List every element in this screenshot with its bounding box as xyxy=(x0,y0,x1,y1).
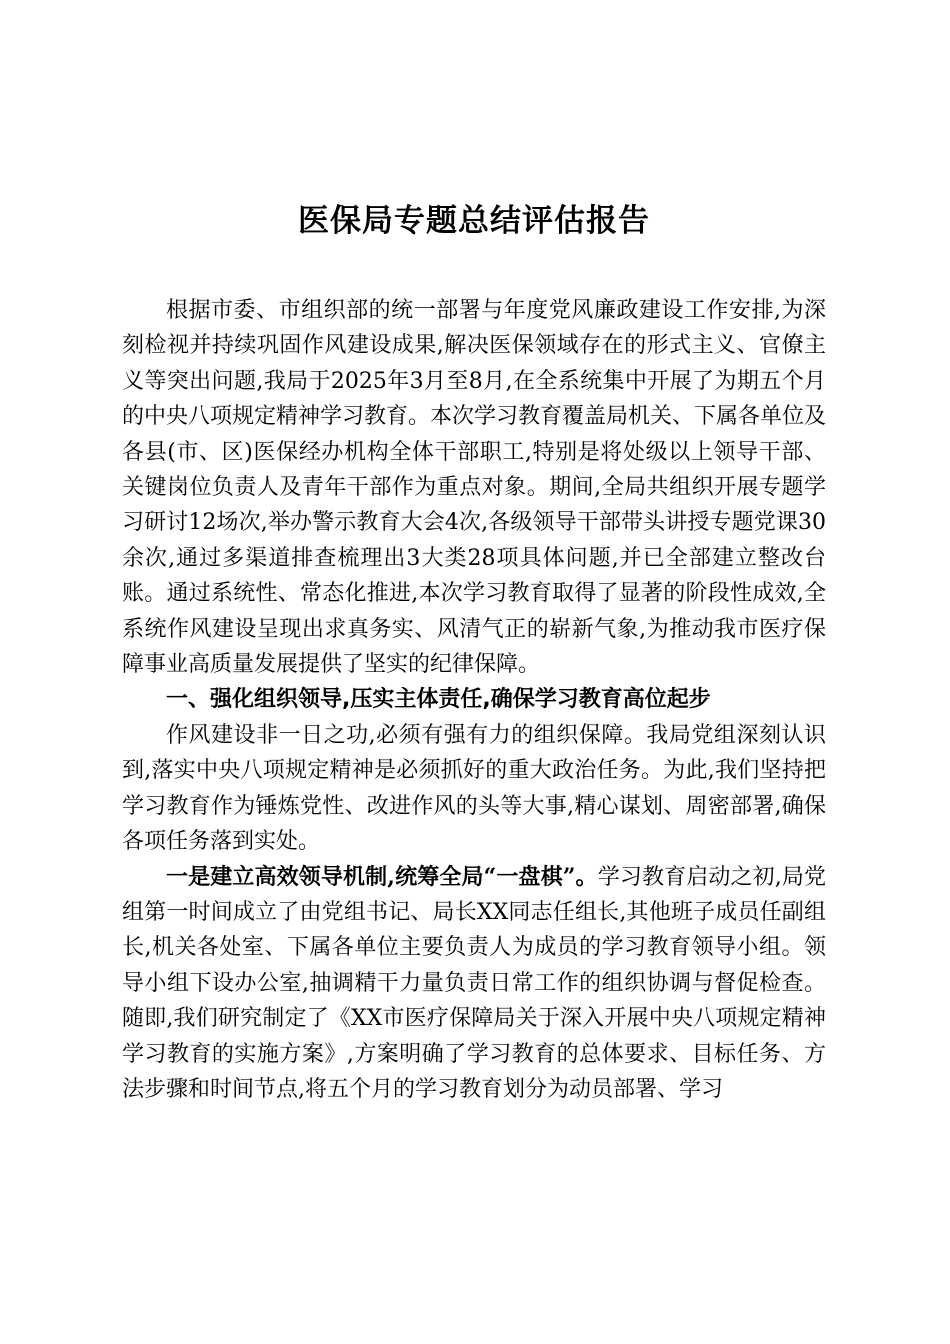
section-heading: 一、强化组织领导,压实主体责任,确保学习教育高位起步 xyxy=(166,687,711,713)
document-title: 医保局专题总结评估报告 xyxy=(298,203,650,239)
section-intro-paragraph: 作风建设非一日之功,必须有强有力的组织保障。我局党组深刻认识到,落实中央八项规定精神是必须抓好的重大政治任务。为此,我们坚持把学习教育作为锤炼党性、改进作风的头等大事,精心谋划、周密部署,确保各项任务落到实处。 xyxy=(122,722,826,855)
point-lead: 一是建立高效领导机制,统筹全局“一盘棋”。 xyxy=(166,863,598,890)
document-page xyxy=(122,0,826,1344)
intro-paragraph: 根据市委、市组织部的统一部署与年度党风廉政建设工作安排,为深刻检视并持续巩固作风建设成果,解决医保领域存在的形式主义、官僚主义等突出问题,我局于2025年3月至8月,在全系统集中开展了为期五个月的中央八项规定精神学习教育。本次学习教育覆盖局机关、下属各单位及各县(市、区)医保经办机构全体干部职工,特别是将处级以上领导干部、关键岗位负责人及青年干部作为重点对象。期间,全局共组织开展专题学习研讨12场次,举办警示教育大会4次,各级领导干部带头讲授专题党课30余次,通过多渠道排查梳理出3大类28项具体问题,并已全部建立整改台账。通过系统性、常态化推进,本次学习教育取得了显著的阶段性成效,全系统作风建设呈现出求真务实、风清气正的崭新气象,为推动我市医疗保障事业高质量发展提供了坚实的纪律保障。 xyxy=(122,298,827,678)
point-paragraph xyxy=(122,860,826,1108)
document-body xyxy=(122,293,826,1107)
point-text: 学习教育启动之初,局党组第一时间成立了由党组书记、局长XX同志任组长,其他班子成员任副组长,机关各处室、下属各单位主要负责人为成员的学习教育领导小组。领导小组下设办公室,抽调精干力量负责日常工作的组织协调与督促检查。随即,我们研究制定了《XX市医疗保障局关于深入开展中央八项规定精神学习教育的实施方案》,方案明确了学习教育的总体要求、目标任务、方法步骤和时间节点,将五个月的学习教育划分为动员部署、学习 xyxy=(122,864,826,1102)
